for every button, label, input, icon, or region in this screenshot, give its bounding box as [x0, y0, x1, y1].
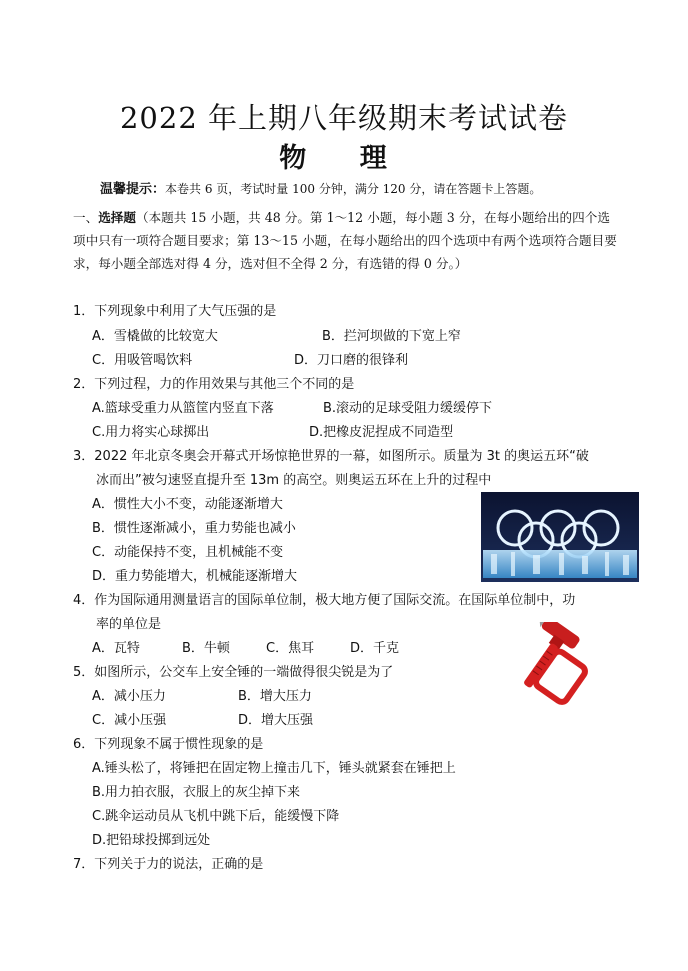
q6-option-c: C.跳伞运动员从飞机中跳下后，能缓慢下降 — [92, 809, 340, 824]
question-6-stem: 6．下列现象不属于惯性现象的是 — [73, 737, 264, 752]
section-text: （本题共 15 小题，共 48 分。第 1～12 小题，每小题 3 分，在每小题给出的四个选项中只有一项符合题目要求；第 13～15 小题，在每小题给出的四个选项中有两个选项符合题目要求，每小题全部选对得 4 分，选对但不全得 2 分，有选错的得 0 分。） — [73, 210, 617, 271]
question-3-stem-line1: 3．2022 年北京冬奥会开幕式开场惊艳世界的一幕，如图所示。质量为 3t 的奥运五环“破 — [73, 449, 589, 464]
q1-option-d: D．刀口磨的很锋利 — [294, 353, 409, 368]
q4-option-c: C．焦耳 — [266, 641, 315, 656]
exam-title: 2022 年上期八年级期末考试试卷 — [119, 101, 569, 135]
q6-option-b: B.用力拍衣服，衣服上的灰尘掉下来 — [92, 785, 301, 800]
q1-option-b: B．拦河坝做的下宽上窄 — [322, 329, 461, 344]
exam-tip — [100, 178, 541, 197]
q4-option-a: A．瓦特 — [92, 641, 140, 656]
q4-option-b: B．牛顿 — [182, 641, 230, 656]
question-4-stem-line2: 率的单位是 — [96, 617, 162, 632]
olympic-rings-image — [481, 492, 639, 582]
q1-option-c: C．用吸管喝饮料 — [92, 353, 193, 368]
q3-option-b: B．惯性逐渐减小，重力势能也减小 — [92, 521, 296, 536]
exam-subject: 物 理 — [279, 143, 409, 174]
q2-option-b: B.滚动的足球受阻力缓缓停下 — [323, 401, 493, 416]
q6-option-d: D.把铅球投掷到远处 — [92, 833, 211, 848]
question-1-stem: 1．下列现象中利用了大气压强的是 — [73, 304, 277, 319]
q2-option-d: D.把橡皮泥捏成不同造型 — [309, 425, 454, 440]
q2-option-c: C.用力将实心球掷出 — [92, 425, 210, 440]
question-2-stem: 2．下列过程，力的作用效果与其他三个不同的是 — [73, 377, 355, 392]
q5-option-c: C．减小压强 — [92, 713, 167, 728]
q4-option-d: D．千克 — [350, 641, 400, 656]
tip-label: 温馨提示： — [100, 182, 166, 197]
question-4-stem-line1: 4．作为国际通用测量语言的国际单位制，极大地方便了国际交流。在国际单位制中，功 — [73, 593, 576, 608]
section-number: 一、 — [73, 210, 99, 225]
q3-option-c: C．动能保持不变，且机械能不变 — [92, 545, 284, 560]
q3-option-d: D．重力势能增大，机械能逐渐增大 — [92, 569, 298, 584]
safety-hammer-image — [517, 622, 625, 712]
question-5-stem: 5．如图所示，公交车上安全锤的一端做得很尖锐是为了 — [73, 665, 394, 680]
q1-option-a: A．雪橇做的比较宽大 — [92, 329, 218, 344]
question-3-stem-line2: 冰而出”被匀速竖直提升至 13m 的高空。则奥运五环在上升的过程中 — [96, 473, 492, 488]
tip-text: 本卷共 6 页，考试时量 100 分钟，满分 120 分，请在答题卡上答题。 — [165, 182, 542, 196]
q3-option-a: A．惯性大小不变，动能逐渐增大 — [92, 497, 283, 512]
section-instructions — [73, 206, 618, 275]
q5-option-a: A．减小压力 — [92, 689, 166, 704]
question-7-stem: 7．下列关于力的说法，正确的是 — [73, 857, 264, 872]
q5-option-d: D．增大压强 — [238, 713, 314, 728]
q5-option-b: B．增大压力 — [238, 689, 312, 704]
q6-option-a: A.锤头松了，将锤把在固定物上撞击几下，锤头就紧套在锤把上 — [92, 761, 456, 776]
section-name: 选择题 — [98, 210, 136, 225]
q2-option-a: A.篮球受重力从篮筐内竖直下落 — [92, 401, 274, 416]
